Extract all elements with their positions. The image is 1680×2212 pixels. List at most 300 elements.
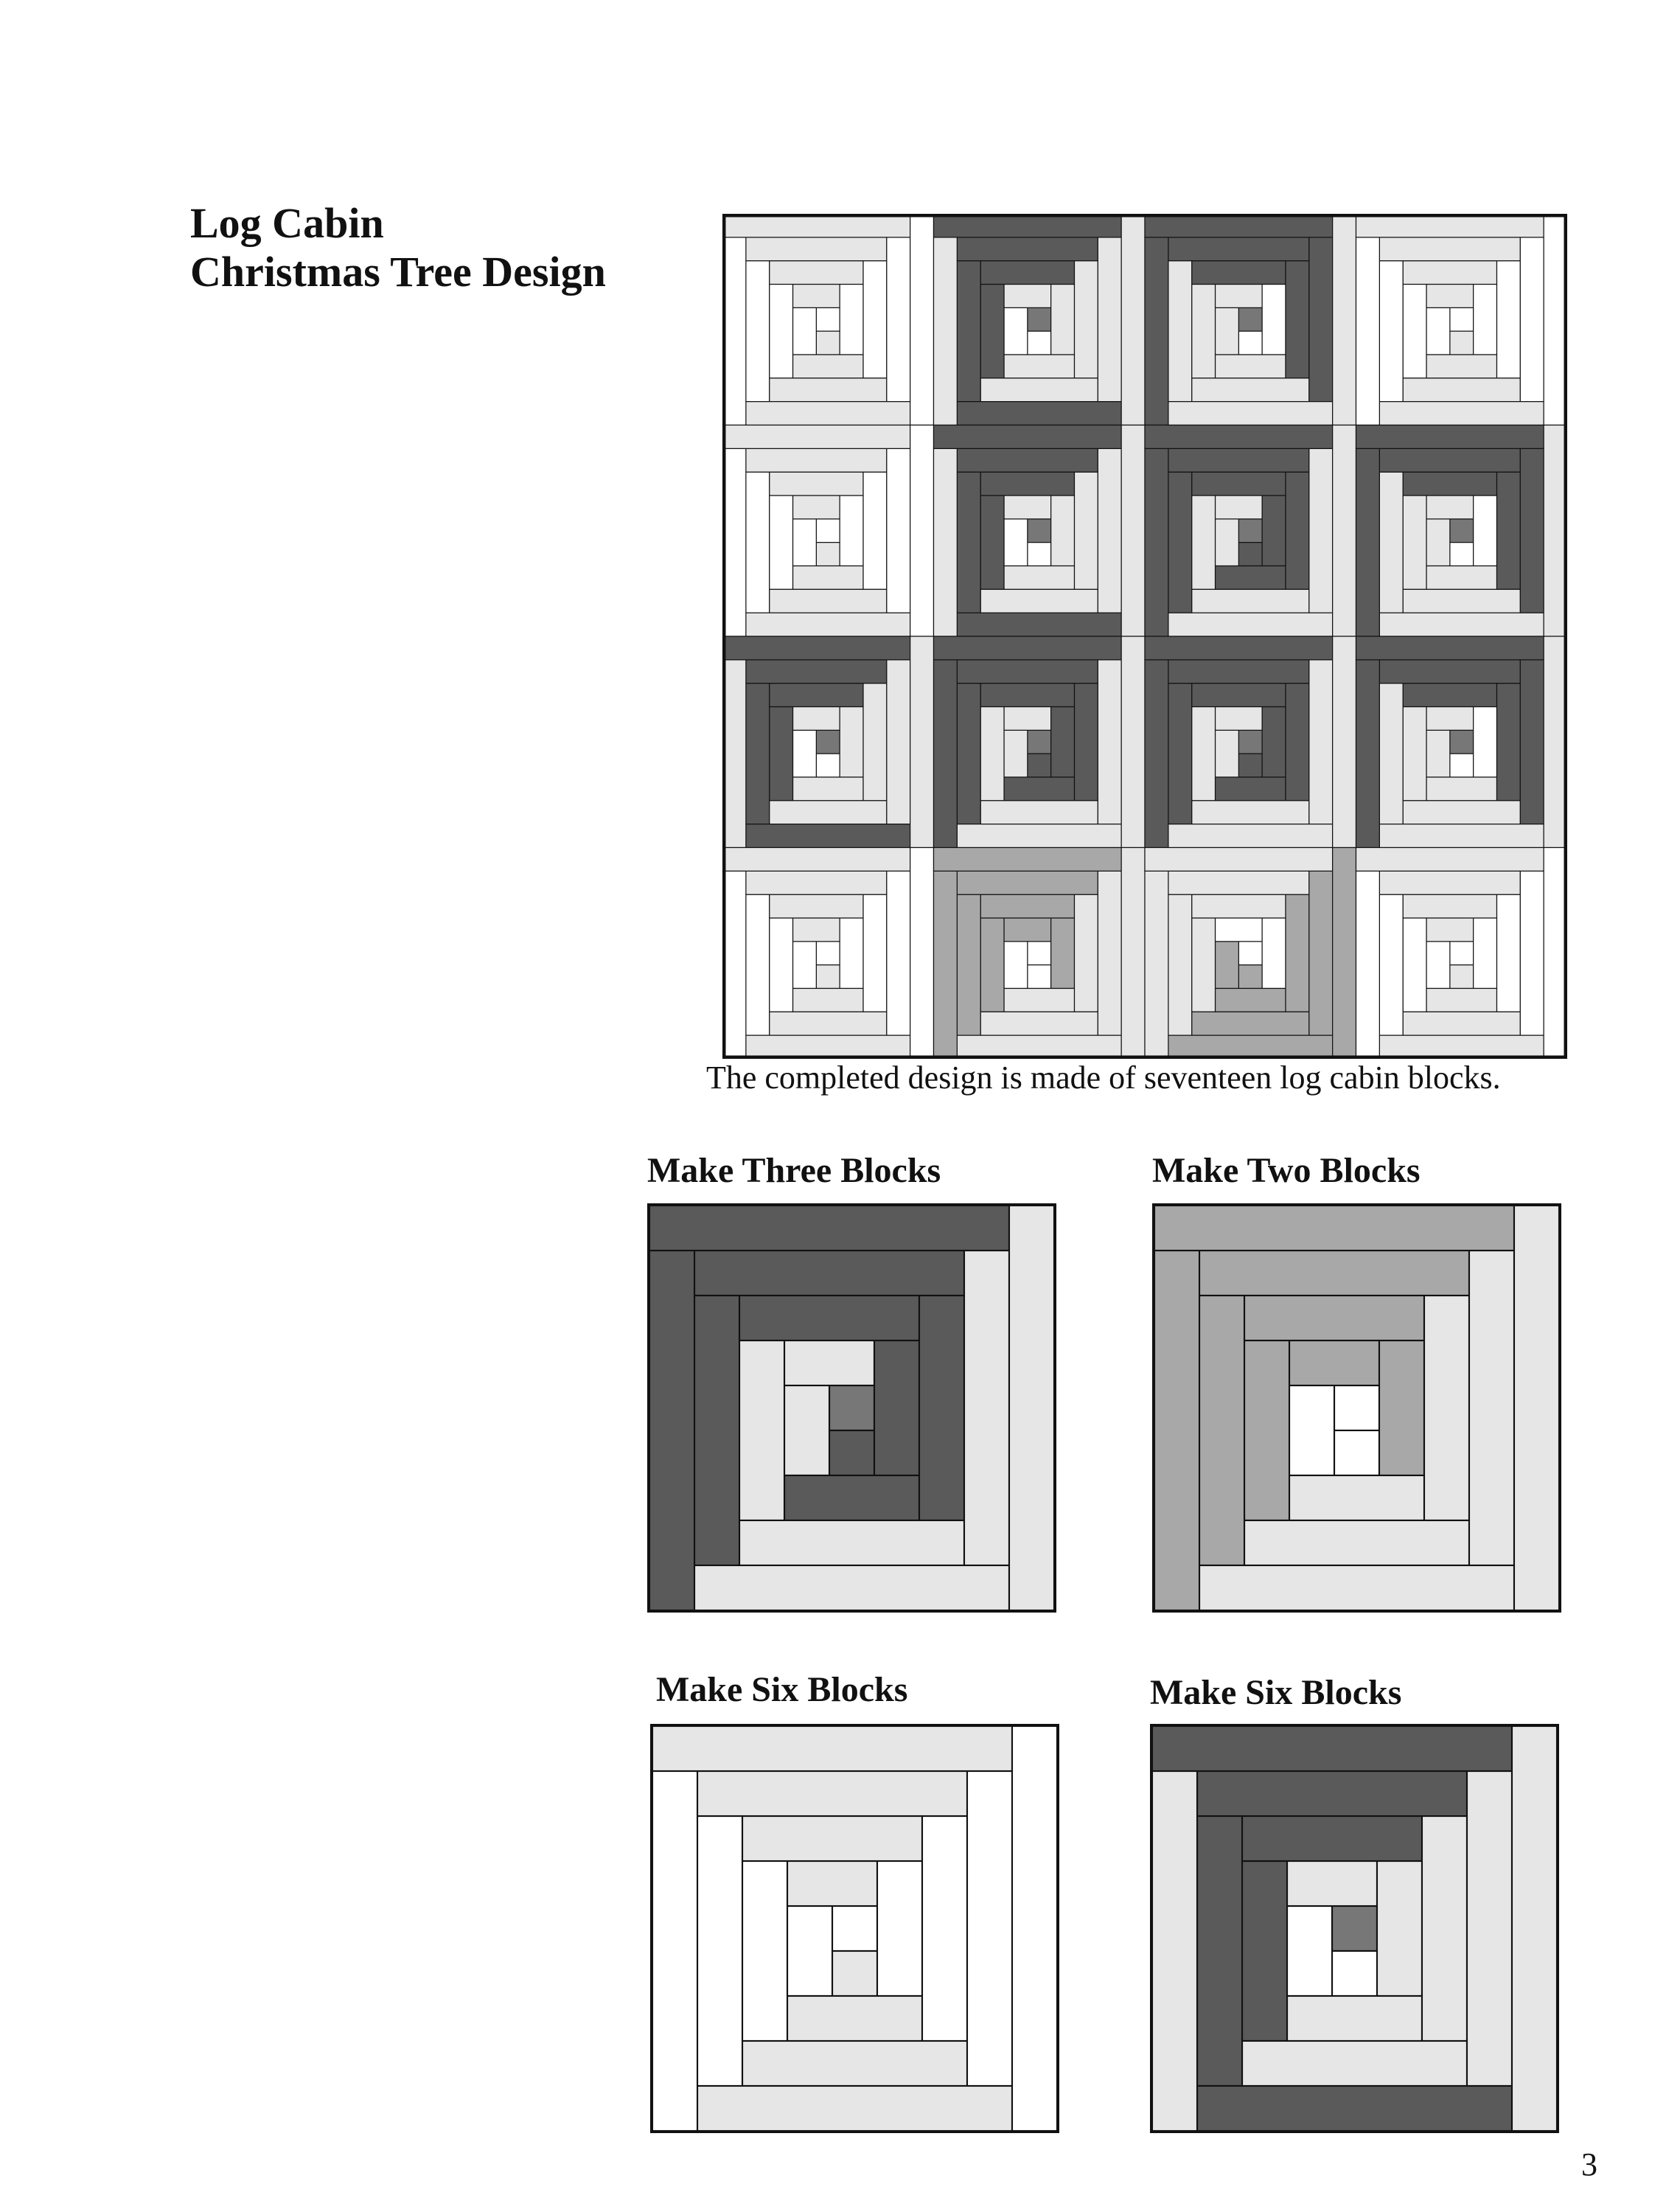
log-strip [1467, 1771, 1512, 2086]
log-strip [1121, 214, 1145, 425]
log-strip [1520, 237, 1544, 402]
log-strip [1004, 566, 1075, 590]
center-square [1450, 730, 1474, 754]
log-strip [1450, 543, 1474, 566]
log-strip [840, 918, 863, 989]
log-strip [742, 1861, 787, 2041]
log-strip [1403, 495, 1426, 589]
log-strip [1262, 707, 1286, 778]
log-strip [877, 1861, 922, 1996]
block-label-make-two: Make Two Blocks [1152, 1151, 1421, 1190]
log-strip [746, 871, 887, 894]
log-strip [746, 684, 770, 824]
log-strip [1004, 777, 1075, 801]
log-strip [1309, 871, 1333, 1035]
log-strip [1168, 402, 1333, 425]
log-strip [742, 2041, 967, 2086]
log-strip [1474, 918, 1497, 989]
quilt-block [934, 636, 1146, 848]
log-strip [1028, 754, 1051, 777]
log-strip [1426, 355, 1497, 378]
block-diagram-dark-tree [647, 1203, 1056, 1613]
log-strip [1286, 894, 1309, 1012]
log-strip [934, 425, 1122, 449]
log-strip [1426, 777, 1497, 801]
quilt-block [722, 425, 934, 637]
log-strip [793, 307, 817, 355]
log-strip [1168, 448, 1309, 472]
page-number: 3 [1581, 2146, 1597, 2183]
log-strip [934, 848, 1122, 872]
quilt-block [1356, 636, 1568, 848]
log-strip [1145, 448, 1168, 636]
center-square [816, 730, 840, 754]
log-strip [1192, 285, 1216, 378]
log-strip [1168, 871, 1309, 894]
log-strip [1544, 214, 1567, 425]
log-strip [863, 261, 887, 378]
log-strip [957, 894, 980, 1035]
log-strip [1262, 495, 1286, 566]
log-strip [1289, 1475, 1424, 1520]
log-strip [787, 1861, 877, 1906]
log-strip [1379, 894, 1403, 1035]
log-strip [1216, 777, 1286, 801]
log-strip [1098, 237, 1121, 402]
log-strip [793, 495, 840, 519]
log-strip [697, 1816, 742, 2086]
log-strip [832, 1951, 877, 1996]
log-strip [1403, 589, 1520, 613]
log-strip [957, 472, 980, 613]
log-strip [1514, 1206, 1559, 1610]
log-strip [1287, 1996, 1422, 2041]
log-strip [770, 495, 793, 589]
log-strip [1004, 942, 1028, 989]
log-strip [1199, 1295, 1244, 1565]
log-strip [722, 214, 910, 237]
log-strip [1192, 261, 1286, 285]
log-strip [980, 1012, 1098, 1035]
log-strip [1356, 425, 1544, 449]
log-strip [770, 918, 793, 1012]
log-strip [934, 636, 1122, 660]
log-strip [1403, 261, 1496, 285]
log-strip [1004, 495, 1051, 519]
log-strip [1192, 472, 1286, 495]
log-strip [1197, 2086, 1512, 2131]
log-strip [1356, 214, 1544, 237]
log-strip [840, 285, 863, 355]
log-strip [1379, 237, 1520, 261]
log-strip [1192, 918, 1216, 1012]
log-strip [1497, 472, 1521, 589]
center-square [1028, 942, 1051, 965]
log-strip [1075, 261, 1098, 378]
log-strip [957, 684, 980, 824]
log-strip [746, 1035, 910, 1059]
log-strip [1309, 448, 1333, 613]
log-strip [1403, 801, 1520, 824]
quilt-block [934, 425, 1146, 637]
log-strip [722, 848, 910, 872]
log-strip [784, 1385, 829, 1475]
log-strip [1512, 1726, 1557, 2131]
log-strip [980, 801, 1098, 824]
log-strip [1426, 942, 1450, 989]
log-strip [980, 707, 1004, 801]
log-strip [1238, 543, 1262, 566]
log-strip [1244, 1340, 1289, 1520]
log-strip [1004, 989, 1075, 1012]
log-strip [980, 589, 1098, 613]
log-strip [1051, 285, 1075, 355]
quilt-diagram [722, 214, 1567, 1059]
log-strip [1075, 472, 1098, 589]
title-line-1: Log Cabin [190, 199, 384, 247]
log-strip [1309, 660, 1333, 824]
log-strip [1216, 307, 1239, 355]
log-strip [787, 1996, 922, 2041]
log-strip [1004, 519, 1028, 566]
block-diagram-trunk [1152, 1203, 1561, 1613]
log-strip [1121, 636, 1145, 848]
log-strip [739, 1295, 919, 1340]
quilt-block [1145, 848, 1356, 1060]
log-strip [957, 237, 1098, 261]
center-square [832, 1906, 877, 1951]
log-strip [1497, 894, 1521, 1012]
log-strip [694, 1295, 739, 1565]
log-strip [1289, 1340, 1379, 1385]
log-strip [1216, 355, 1286, 378]
log-strip [1379, 613, 1544, 636]
title-line-2: Christmas Tree Design [190, 248, 606, 296]
log-strip [816, 331, 840, 355]
log-strip [746, 824, 910, 848]
log-strip [1154, 1251, 1199, 1610]
log-strip [1238, 331, 1262, 355]
log-strip [934, 660, 958, 848]
log-strip [722, 871, 746, 1059]
page-title [190, 199, 606, 296]
log-strip [910, 636, 934, 848]
log-strip [770, 378, 887, 402]
center-square [829, 1385, 874, 1430]
log-strip [1544, 425, 1567, 637]
log-strip [793, 519, 817, 566]
log-strip [770, 261, 863, 285]
center-square [1238, 730, 1262, 754]
block-label-make-three: Make Three Blocks [647, 1151, 941, 1190]
log-strip [1238, 965, 1262, 989]
log-strip [1145, 425, 1333, 449]
log-strip [1168, 660, 1309, 684]
log-strip [1379, 660, 1520, 684]
quilt-block [1145, 214, 1356, 425]
log-strip [1426, 730, 1450, 777]
log-strip [1422, 1816, 1467, 2041]
log-strip [1051, 707, 1075, 778]
log-strip [746, 448, 887, 472]
center-square [1450, 942, 1474, 965]
log-strip [887, 871, 910, 1035]
log-strip [1332, 1951, 1377, 1996]
log-strip [1379, 261, 1403, 402]
log-strip [1216, 989, 1286, 1012]
log-strip [1379, 871, 1520, 894]
log-strip [919, 1295, 964, 1520]
quilt-block [934, 848, 1146, 1060]
log-strip [1098, 448, 1121, 613]
log-strip [840, 495, 863, 566]
log-strip [746, 472, 770, 613]
log-strip [1520, 448, 1544, 613]
log-strip [1216, 730, 1239, 777]
block-label-make-six-tree: Make Six Blocks [1150, 1673, 1402, 1712]
log-strip [934, 871, 958, 1059]
log-strip [1426, 707, 1474, 731]
log-strip [816, 754, 840, 777]
log-strip [770, 589, 887, 613]
log-strip [1426, 918, 1474, 942]
log-strip [746, 261, 770, 402]
log-strip [1192, 894, 1286, 918]
log-strip [1356, 660, 1380, 848]
log-strip [1216, 918, 1263, 942]
quilt-block [722, 636, 934, 848]
center-square [1238, 519, 1262, 543]
log-strip [1356, 871, 1380, 1059]
log-strip [1192, 589, 1309, 613]
log-strip [1242, 1861, 1287, 2041]
log-strip [722, 237, 746, 425]
log-strip [1333, 848, 1356, 1060]
log-strip [1356, 448, 1380, 636]
center-square [1450, 307, 1474, 331]
log-strip [1426, 989, 1497, 1012]
log-strip [1004, 307, 1028, 355]
log-strip [1216, 566, 1286, 590]
log-strip [770, 707, 793, 801]
log-strip [1309, 237, 1333, 402]
log-strip [746, 237, 887, 261]
log-strip [1244, 1295, 1424, 1340]
log-strip [1520, 871, 1544, 1035]
log-strip [770, 472, 863, 495]
block-diagram-tree-half [1150, 1724, 1559, 2133]
log-strip [1426, 519, 1450, 566]
log-strip [1497, 261, 1521, 378]
log-strip [1121, 848, 1145, 1060]
log-strip [863, 472, 887, 589]
center-square [1238, 307, 1262, 331]
log-strip [1004, 918, 1051, 942]
log-strip [793, 942, 817, 989]
log-strip [793, 989, 864, 1012]
log-strip [746, 894, 770, 1035]
log-strip [957, 871, 1098, 894]
log-strip [887, 237, 910, 402]
log-strip [1356, 636, 1544, 660]
log-strip [1379, 1340, 1424, 1475]
log-strip [1028, 965, 1051, 989]
log-strip [1520, 660, 1544, 824]
log-strip [1242, 2041, 1467, 2086]
log-strip [1403, 918, 1426, 1012]
log-strip [980, 285, 1004, 378]
log-strip [1333, 636, 1356, 848]
log-strip [1145, 848, 1333, 872]
log-strip [1199, 1565, 1514, 1610]
log-strip [863, 684, 887, 801]
log-strip [697, 1771, 967, 1816]
log-strip [1262, 285, 1286, 355]
log-strip [1216, 942, 1239, 989]
block-logs [652, 1726, 1057, 2131]
log-strip [746, 660, 887, 684]
log-strip [1004, 707, 1051, 731]
log-strip [1216, 285, 1263, 308]
log-strip [1197, 1771, 1467, 1816]
log-strip [793, 355, 864, 378]
center-square [1028, 307, 1051, 331]
log-strip [787, 1906, 832, 1996]
log-strip [1192, 801, 1309, 824]
log-strip [770, 801, 887, 824]
log-strip [1051, 495, 1075, 566]
log-strip [874, 1340, 919, 1475]
log-strip [694, 1251, 964, 1295]
log-strip [980, 472, 1074, 495]
quilt-caption: The completed design is made of seventeen log cabin blocks. [706, 1060, 1501, 1096]
log-strip [980, 261, 1074, 285]
log-strip [1242, 1816, 1422, 1861]
log-strip [1197, 1816, 1242, 2086]
log-strip [967, 1771, 1012, 2086]
log-strip [1192, 495, 1216, 589]
log-strip [957, 261, 980, 402]
log-strip [1403, 472, 1496, 495]
log-strip [1474, 285, 1497, 355]
log-strip [1152, 1726, 1512, 1771]
quilt-block [934, 214, 1146, 425]
log-strip [1075, 684, 1098, 801]
log-strip [1145, 636, 1333, 660]
center-square [816, 942, 840, 965]
log-strip [1403, 285, 1426, 378]
center-square [1332, 1906, 1377, 1951]
log-strip [793, 777, 864, 801]
log-strip [1424, 1295, 1469, 1520]
log-strip [742, 1816, 922, 1861]
quilt-block [722, 214, 934, 425]
log-strip [1012, 1726, 1057, 2131]
center-square [816, 307, 840, 331]
log-strip [922, 1816, 967, 2041]
log-strip [1450, 965, 1474, 989]
log-strip [957, 1035, 1121, 1059]
log-strip [1286, 684, 1309, 801]
log-strip [1426, 566, 1497, 590]
log-strip [1379, 684, 1403, 824]
log-strip [1450, 331, 1474, 355]
log-strip [793, 730, 817, 777]
log-strip [694, 1565, 1009, 1610]
log-strip [784, 1475, 919, 1520]
log-strip [910, 214, 934, 425]
log-strip [863, 894, 887, 1012]
log-strip [1286, 261, 1309, 378]
log-strip [652, 1771, 697, 2131]
log-strip [1356, 237, 1380, 425]
log-strip [980, 684, 1074, 707]
log-strip [1379, 1035, 1544, 1059]
log-strip [722, 425, 910, 449]
log-strip [1379, 448, 1520, 472]
log-strip [1426, 285, 1474, 308]
log-strip [1289, 1385, 1334, 1475]
log-strip [1403, 707, 1426, 801]
log-strip [1334, 1430, 1379, 1475]
log-strip [793, 566, 864, 590]
log-strip [722, 660, 746, 848]
log-strip [1028, 543, 1051, 566]
block-label-make-six-light: Make Six Blocks [656, 1670, 908, 1709]
log-strip [1168, 237, 1309, 261]
center-square [1238, 942, 1262, 965]
log-strip [770, 285, 793, 378]
log-strip [957, 402, 1121, 425]
log-strip [1287, 1906, 1332, 1996]
log-strip [1098, 871, 1121, 1035]
log-strip [910, 848, 934, 1060]
log-strip [770, 1012, 887, 1035]
log-strip [1009, 1206, 1054, 1610]
log-strip [1168, 261, 1192, 402]
log-strip [957, 824, 1121, 848]
log-strip [1192, 1012, 1309, 1035]
log-strip [739, 1340, 784, 1520]
center-square [1450, 519, 1474, 543]
log-strip [1121, 425, 1145, 637]
log-strip [1075, 894, 1098, 1012]
log-strip [1403, 684, 1496, 707]
log-strip [1168, 824, 1333, 848]
log-strip [1356, 848, 1544, 872]
log-strip [1168, 1035, 1333, 1059]
log-strip [1450, 754, 1474, 777]
log-strip [816, 543, 840, 566]
log-strip [1192, 378, 1309, 402]
log-strip [649, 1206, 1009, 1251]
log-strip [1474, 495, 1497, 566]
log-strip [1145, 660, 1168, 848]
log-strip [1544, 636, 1567, 848]
log-strip [957, 448, 1098, 472]
log-strip [770, 894, 863, 918]
log-strip [1004, 355, 1075, 378]
log-strip [722, 448, 746, 636]
log-strip [1426, 307, 1450, 355]
log-strip [829, 1430, 874, 1475]
log-strip [934, 214, 1122, 237]
log-strip [746, 613, 910, 636]
log-strip [1192, 684, 1286, 707]
log-strip [1216, 495, 1263, 519]
log-strip [1168, 684, 1192, 824]
log-strip [1262, 918, 1286, 989]
